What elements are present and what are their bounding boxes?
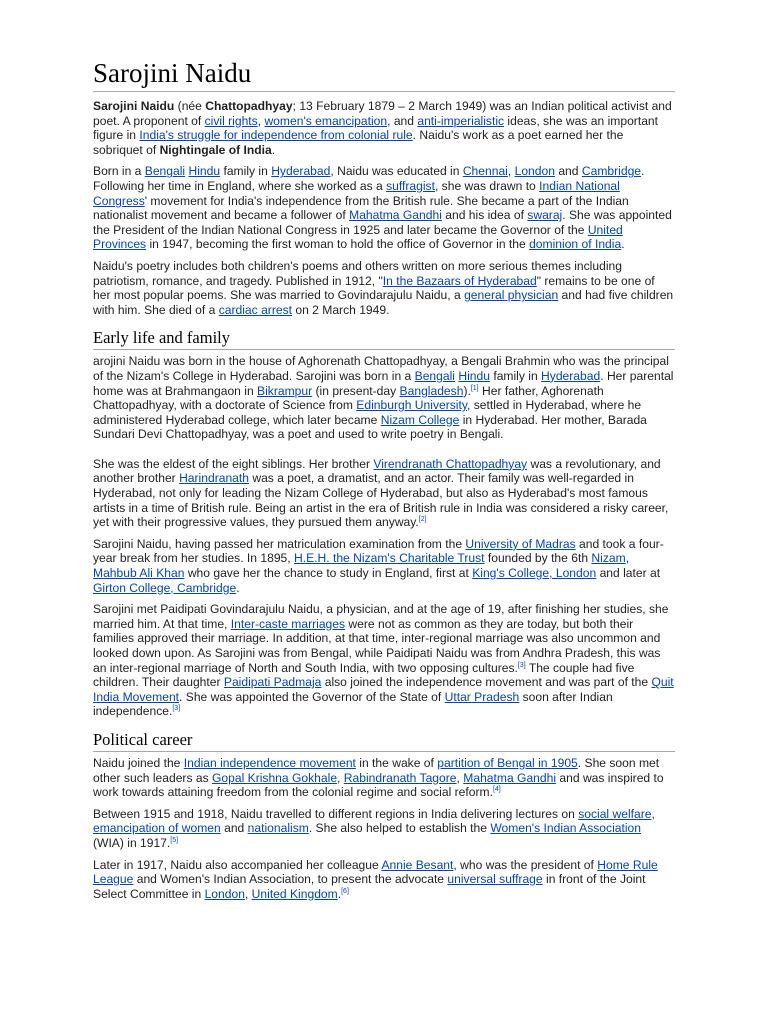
wiki-link[interactable]: Mahatma Gandhi (349, 208, 442, 223)
reference-link[interactable]: [3] (172, 705, 181, 713)
page-title: Sarojini Naidu (93, 56, 675, 92)
section-heading-early-life: Early life and family (93, 328, 675, 350)
wiki-link[interactable]: swaraj (527, 208, 563, 223)
wiki-link[interactable]: Home Rule League (93, 857, 658, 887)
political-paragraph-1: Naidu joined the Indian independence movement in the wake of partition of Bengal in 1905. She soon met other such leaders as Gopal Krishna Gokhale, Rabindranath Tagore, Mahatma Gandhi and was inspired to work towards attaining freedom from the colonial regime and social reform.[4] (93, 755, 664, 800)
wiki-link[interactable]: Mahatma Gandhi (463, 770, 557, 785)
wiki-link[interactable]: Cambridge (581, 164, 642, 179)
reference-link[interactable]: [6] (341, 887, 349, 895)
wiki-link[interactable]: India's struggle for independence from colonial rule (139, 128, 413, 143)
wiki-link[interactable]: emancipation of women (93, 821, 221, 836)
wiki-link[interactable]: Bangladesh (399, 383, 464, 398)
political-paragraph-2: Between 1915 and 1918, Naidu travelled to different regions in India delivering lectures on social welfare, emancipation of women and nationalism. She also helped to establish the Women's Indian Association (WIA) in 1917.[5] (93, 806, 655, 850)
wiki-link[interactable]: Edinburgh University (356, 398, 467, 413)
intro-paragraph-3: Naidu's poetry includes both children's poems and others written on more serious themes including patriotism, romance, and tragedy. Published in 1912, "In the Bazaars of Hyderabad" remains to be one of her most popular poems. She was married to Govindarajulu Naidu, a general physician and had five children with him. She died of a cardiac arrest on 2 March 1949. (93, 258, 674, 317)
wiki-link[interactable]: Bikrampur (257, 383, 313, 398)
wiki-link[interactable]: Quit India Movement (93, 675, 674, 704)
reference-link[interactable]: [1] (470, 384, 479, 392)
wiki-link[interactable]: University of Madras (465, 536, 576, 551)
wiki-link[interactable]: Uttar Pradesh (444, 689, 520, 704)
bold-term: Sarojini Naidu (93, 99, 175, 113)
section-heading-political-career: Political career (93, 730, 675, 752)
wiki-link[interactable]: Harindranath (179, 471, 249, 486)
early-life-paragraph-4: Sarojini met Paidipati Govindarajulu Naidu, a physician, and at the age of 19, after finishing her studies, she married him. At that time, Inter-caste marriages were not as common as they are today, but both their families approved their marriage. In addition, at that time, inter-regional marriage was also uncommon and looked down upon. As Sarojini was from Bengal, while Paidipati Naidu was from Andhra Pradesh, this was an inter-regional marriage of North and South India, with two opposing cultures.[3] The couple had five children. Their daughter Paidipati Padmaja also joined the independence movement and was part of the Quit India Movement. She was appointed the Governor of the State of Uttar Pradesh soon after Indian independence.[3] (93, 602, 674, 719)
bold-term: Nightingale of India (159, 142, 272, 157)
wiki-link[interactable]: Nizam College (380, 412, 460, 427)
wiki-link[interactable]: Bengali (144, 164, 186, 179)
wiki-link[interactable]: partition of Bengal in 1905 (437, 755, 578, 770)
wiki-link[interactable]: H.E.H. the Nizam's Charitable Trust (294, 551, 485, 566)
political-paragraph-3: Later in 1917, Naidu also accompanied her colleague Annie Besant, who was the president of Home Rule League and Women's Indian Association, to present the advocate universal suffrage in front of the Joint Select Committee in London, United Kingdom.[6] (93, 857, 658, 901)
wiki-link[interactable]: civil rights (204, 113, 258, 128)
wiki-link[interactable]: London (514, 164, 555, 179)
reference-link[interactable]: [5] (170, 836, 179, 844)
wiki-link[interactable]: Annie Besant (381, 857, 454, 872)
wiki-link[interactable]: Hyderabad (541, 368, 601, 383)
wiki-link[interactable]: Hindu (458, 368, 490, 383)
wiki-link[interactable]: United Kingdom (251, 886, 338, 901)
wiki-link[interactable]: universal suffrage (447, 872, 543, 887)
early-life-paragraph-2: She was the eldest of the eight siblings. Her brother Virendranath Chattopadhyay was a revolutionary, and another brother Harindranath was a poet, a dramatist, and an actor. Their family was well-regarded in Hyderabad, not only for leading the Nizam College of Hyderabad, but also as Hyderabad's most famous artists in a time of British rule. Being an artist in the era of British rule in India was considered a risky career, yet with their progressive values, they pursued them anyway.[2] (93, 456, 669, 530)
wiki-link[interactable]: Mahbub Ali Khan (93, 566, 185, 581)
wiki-link[interactable]: Rabindranath Tagore (343, 770, 457, 785)
wiki-link[interactable]: Hindu (188, 164, 221, 179)
wiki-link[interactable]: nationalism (247, 821, 309, 836)
wiki-link[interactable]: Indian National Congress (93, 178, 620, 208)
wiki-link[interactable]: In the Bazaars of Hyderabad (382, 273, 537, 288)
intro-paragraph-1: Sarojini Naidu (née Chattopadhyay; 13 February 1879 – 2 March 1949) was an Indian political activist and poet. A proponent of civil rights, women's emancipation, and anti-imperialistic ideas, she was an important figure in India's struggle for independence from colonial rule. Naidu's work as a poet earned her the sobriquet of Nightingale of India. (93, 99, 672, 157)
wiki-link[interactable]: general physician (464, 288, 559, 303)
wiki-link[interactable]: anti-imperialistic (417, 113, 505, 128)
bold-term: Chattopadhyay (205, 99, 293, 113)
reference-link[interactable]: [2] (418, 516, 427, 524)
wiki-link[interactable]: Virendranath Chattopadhyay (373, 456, 528, 471)
wiki-link[interactable]: Hyderabad (271, 164, 331, 179)
wiki-link[interactable]: Gopal Krishna Gokhale (212, 770, 338, 785)
article (93, 56, 675, 908)
reference-link[interactable]: [4] (492, 786, 501, 794)
wiki-link[interactable]: dominion of India (529, 237, 622, 252)
wiki-link[interactable]: United Provinces (93, 222, 623, 252)
early-life-paragraph-3: Sarojini Naidu, having passed her matriculation examination from the University of Madras and took a four-year break from her studies. In 1895, H.E.H. the Nizam's Charitable Trust founded by the 6th Nizam, Mahbub Ali Khan who gave her the chance to study in England, first at King's College, London and later at Girton College, Cambridge. (93, 536, 664, 595)
wiki-link[interactable]: women's emancipation (264, 113, 388, 128)
wiki-link[interactable]: King's College, London (472, 566, 597, 581)
intro-paragraph-2: Born in a Bengali Hindu family in Hyderabad, Naidu was educated in Chennai, London and Cambridge. Following her time in England, where she worked as a suffragist, she was drawn to Indian National Congress' movement for India's independence from the British rule. She became a part of the Indian nationalist movement and became a follower of Mahatma Gandhi and his idea of swaraj. She was appointed the President of the Indian National Congress in 1925 and later became the Governor of the United Provinces in 1947, becoming the first woman to hold the office of Governor in the dominion of India. (93, 164, 672, 252)
wiki-link[interactable]: Chennai (462, 164, 508, 179)
wiki-link[interactable]: Paidipati Padmaja (223, 675, 322, 690)
early-life-paragraph-1: arojini Naidu was born in the house of Aghorenath Chattopadhyay, a Bengali Brahmin who was the principal of the Nizam's College in Hyderabad. Sarojini was born in a Bengali Hindu family in Hyderabad. Her parental home was at Brahmangaon in Bikrampur (in present-day Bangladesh).[1] Her father, Aghorenath Chattopadhyay, with a doctorate of Science from Edinburgh University, settled in Hyderabad, where he administered Hyderabad college, which later became Nizam College in Hyderabad. Her mother, Barada Sundari Devi Chattopadhyay, was a poet and used to write poetry in Bengali. (93, 354, 674, 442)
reference-link[interactable]: [3] (517, 661, 526, 669)
wiki-link[interactable]: cardiac arrest (218, 302, 292, 317)
wiki-link[interactable]: Indian independence movement (183, 755, 356, 770)
wiki-link[interactable]: London (204, 886, 245, 901)
wiki-link[interactable]: Women's Indian Association (490, 821, 641, 836)
wiki-link[interactable]: social welfare (578, 806, 652, 821)
wiki-link[interactable]: Inter-caste marriages (230, 616, 346, 631)
wiki-link[interactable]: suffragist (386, 178, 435, 193)
wiki-link[interactable]: Girton College, Cambridge (93, 580, 237, 595)
wiki-link[interactable]: Nizam (591, 551, 626, 566)
wiki-link[interactable]: Bengali (414, 368, 455, 383)
